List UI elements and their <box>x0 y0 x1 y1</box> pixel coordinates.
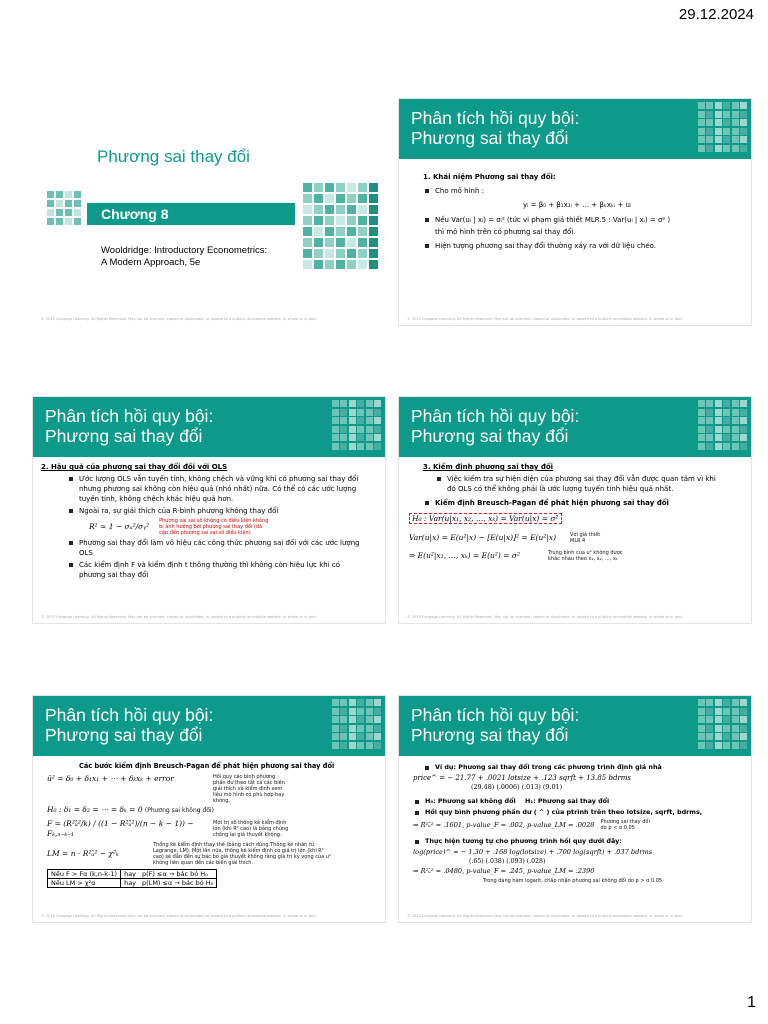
book-title-line-2: A Modern Approach, 5e <box>101 257 201 268</box>
annotation-note: Trong dạng hàm logarit, chấp nhận phương sai không đổi do p > α 0.05 <box>483 878 663 884</box>
slide-title-line-2: Phương sai thay đổi <box>411 128 569 148</box>
section-heading: 2. Hậu quả của phương sai thay đổi đối với OLS <box>41 463 228 471</box>
table-row <box>48 870 217 879</box>
copyright-footer: © 2013 Cengage Learning. All Rights Reserved. May not be scanned, copied or duplicated, or posted to a publicly accessible website, in whole or in part. <box>407 615 684 619</box>
book-title-line-1: Wooldridge: Introductory Econometrics: <box>101 245 268 256</box>
decorative-squares <box>332 699 382 749</box>
section-heading: Các bước kiểm định Breusch-Pagan để phát hiện phương sai thay đổi <box>79 762 335 770</box>
bullet: Việc kiểm tra sự hiện diện của phương sai thay đổi vẫn được quan tâm vì khi đó OLS có thể không phải là ước lượng tuyến tính hiệu quả nhất. <box>435 474 725 494</box>
bullet: Cho mô hình : <box>423 186 741 196</box>
auxiliary-regression: û² = δ₀ + δ₁x₁ + ⋯ + δₖxₖ + error <box>47 774 174 783</box>
slide-title-line-2: Phương sai thay đổi <box>45 725 203 745</box>
table-row <box>48 879 217 888</box>
section-heading: 3. Kiểm định phương sai thay đổi <box>423 463 554 471</box>
null-hypothesis: H₀ : Var(u|x₁, x₂, …, xₖ) = Var(u|x) = σ² <box>409 513 562 524</box>
price-equation-std-errors: (29.48) (.0006) (.013) (9.01) <box>471 783 563 791</box>
slide-header <box>399 397 751 457</box>
bullet: Các kiểm định F và kiểm định t thông thường thì không còn hiệu lực khi có phương sai thay đổi <box>67 560 363 580</box>
bullet: Hiện tượng phương sai thay đổi thường xảy ra với dữ liệu chéo. <box>423 241 741 251</box>
slide-title: Phương sai thay đổi <box>97 147 250 166</box>
slide-title-line-1: Phân tích hồi quy bội: <box>411 108 580 128</box>
table-cell: Nếu F > Fα (k,n-k-1) <box>48 870 121 879</box>
hypothesis-note: (Phương sai không đổi) <box>144 807 214 814</box>
slide-2 <box>398 98 752 326</box>
copyright-footer: © 2013 Cengage Learning. All Rights Reserved. May not be scanned, copied or duplicated, or posted to a publicly accessible website, in whole or in part. <box>41 914 318 918</box>
table-cell: hay <box>121 879 139 888</box>
table-cell: hay <box>121 870 139 879</box>
slide-header <box>399 696 751 756</box>
table-cell: Nếu LM > χ²α <box>48 879 121 888</box>
slide-3 <box>32 396 386 624</box>
null-hypothesis: H₀ : δ₁ = δ₂ = ⋯ = δₖ = 0 <box>47 805 143 814</box>
slide-title-line-2: Phương sai thay đổi <box>411 426 569 446</box>
r-squared-formula: R² ≈ 1 − σᵤ²/σᵧ² <box>89 522 150 531</box>
copyright-footer: © 2013 Cengage Learning. All Rights Reserved. May not be scanned, copied or duplicated, or posted to a publicly accessible website, in whole or in part. <box>407 317 684 321</box>
slide-6 <box>398 695 752 923</box>
decorative-mosaic-left <box>47 191 81 225</box>
slide-header <box>33 696 385 756</box>
variance-equation: Var(u|x) = E(u²|x) − [E(u|x)]² = E(u²|x) <box>409 533 556 542</box>
slide-title-line-1: Phân tích hồi quy bội: <box>411 705 580 725</box>
lm-statistic-formula: LM = n · R²ᵤ̂² ~ χ²ₖ <box>47 849 119 858</box>
annotation-note: Thống kê kiểm định thay thế (bằng cách dùng Thống kê nhân tử Lagrange, LM). Một lần nữa, thống kê kiểm định có giá trị lớn (khi R² cao) sẽ dẫn đến sự bác bỏ giả thuyết không rằng giá trị kỳ vọng của u² không liên quan đến các biến giải thích. <box>153 842 332 866</box>
slide-1-title <box>32 98 386 326</box>
price-equation: price^ = − 21.77 + .0021 lotsize + .123 sqrft + 13.85 bdrms <box>413 774 632 782</box>
bp-test-result-linear: ⇒ R²ᵤ̂² = .1601, p-value_F = .002, p-value_LM = .0028 <box>413 820 595 829</box>
log-price-equation-std-errors: (.65) (.038) (.093) (.028) <box>469 858 546 865</box>
copyright-footer: © 2013 Cengage Learning. All Rights Reserved. May not be scanned, copied or duplicated, or posted to a publicly accessible website, in whole or in part. <box>41 317 318 321</box>
page-number: 1 <box>747 994 756 1011</box>
annotation-note: Một trị số thống kê kiểm định lớn (khi R² cao) là bằng chứng chống lại giả thuyết không. <box>213 820 289 838</box>
slide-4 <box>398 396 752 624</box>
slide-title-line-2: Phương sai thay đổi <box>411 725 569 745</box>
copyright-footer: © 2013 Cengage Learning. All Rights Reserved. May not be scanned, copied or duplicated, or posted to a publicly accessible website, in whole or in part. <box>41 615 318 619</box>
table-cell: p(F) ≤α → bác bỏ H₀ <box>139 870 217 879</box>
section-heading: 1. Khái niệm Phương sai thay đổi: <box>423 173 556 181</box>
slide-title-line-1: Phân tích hồi quy bội: <box>411 406 580 426</box>
bullet: Hồi quy bình phương phần dư ( ^ ) của ptrình trên theo lotsize, sqrft, bdrms, <box>413 808 745 817</box>
slide-title-line-1: Phân tích hồi quy bội: <box>45 406 214 426</box>
print-date: 29.12.2024 <box>678 6 754 23</box>
bullet: H₀: Phương sai không đổi <box>413 797 525 806</box>
log-price-equation: log(price)^ = − 1.30 + .168 log(lotsize) + .700 log(sqrft) + .037 bdrms <box>413 848 653 856</box>
chapter-banner: Chương 8 <box>87 203 295 225</box>
annotation-note: Phương sai sai số không có điều kiện không bị ảnh hưởng bởi phương sai thay đổi (đã cập đến phương sai sai số điều kiện) <box>159 518 269 536</box>
table-cell: p(LM) ≤α → bác bỏ H₀ <box>139 879 217 888</box>
f-statistic-formula: F = (R²ᵤ̂²/k) / ((1 − R²ᵤ̂²)/(n − k − 1)) ~ Fₖ,ₙ₋ₖ₋₁ <box>47 819 194 838</box>
slide-title-line-1: Phân tích hồi quy bội: <box>45 705 214 725</box>
bullet-continuation: thì mô hình trên có phương sai thay đổi. <box>435 228 576 236</box>
slide-header <box>33 397 385 457</box>
slide-header <box>399 99 751 159</box>
book-reference <box>101 245 267 269</box>
expectation-equation: ⇒ E(u²|x₁, …, xₖ) = E(u²) = σ² <box>409 551 520 560</box>
bp-test-result-log: ⇒ R²ᵤ̂² = .0480, p-value_F = .245, p-value_LM = .2390 <box>413 867 595 875</box>
bullet: Ước lượng OLS vẫn tuyến tính, không chệch và vững khi có phương sai thay đổi nhưng phương sai không còn hiệu quả (nhỏ nhất) nữa. Có thể có các ước lượng tuyến tính, không chệch khác hiệu quả hơn. <box>67 474 363 504</box>
decision-rule-table <box>47 869 217 888</box>
decorative-mosaic <box>303 183 378 269</box>
slide-5 <box>32 695 386 923</box>
annotation-note: Trung bình của u² không được khác nhau theo x₁, x₂, …, xₖ <box>548 550 623 562</box>
bullet: Ngoài ra, sự giải thích của R-bình phương không thay đổi <box>67 506 363 516</box>
annotation-note: Với giả thiết MLR.4 <box>570 532 601 544</box>
alternative-hypothesis: H₁: Phương sai thay đổi <box>525 797 610 805</box>
bullet: Phương sai thay đổi làm vô hiệu các công thức phương sai đối với các ước lượng OLS <box>67 538 363 558</box>
annotation-note: Phương sai thay đổi do p < α 0.05 <box>600 819 650 831</box>
decorative-squares <box>698 102 748 152</box>
bullet: Kiểm định Breusch-Pagan để phát hiện phương sai thay đổi <box>423 498 725 508</box>
decorative-squares <box>698 699 748 749</box>
decorative-squares <box>332 400 382 450</box>
annotation-note: Hồi quy các bình phương phần dư theo tất cả các biến giải thích và kiểm định xem liệu mô hình có phù hợp hay không. <box>213 774 285 804</box>
decorative-squares <box>698 400 748 450</box>
bullet: Ví dụ: Phương sai thay đổi trong các phương trình định giá nhà <box>423 763 745 772</box>
copyright-footer: © 2013 Cengage Learning. All Rights Reserved. May not be scanned, copied or duplicated, or posted to a publicly accessible website, in whole or in part. <box>407 914 684 918</box>
model-equation: yᵢ = β₀ + β₁x₁ᵢ + … + βₖxₖᵢ + uᵢ <box>523 201 632 209</box>
bullet: Thực hiện tương tự cho phương trình hồi quy dưới đây: <box>413 837 745 846</box>
bullet: Nếu Var(uᵢ | xᵢ) = σᵢ² (tức vi phạm giả thiết MLR.5 : Var(uᵢ | xᵢ) = σ² ) <box>423 215 741 225</box>
slide-title-line-2: Phương sai thay đổi <box>45 426 203 446</box>
